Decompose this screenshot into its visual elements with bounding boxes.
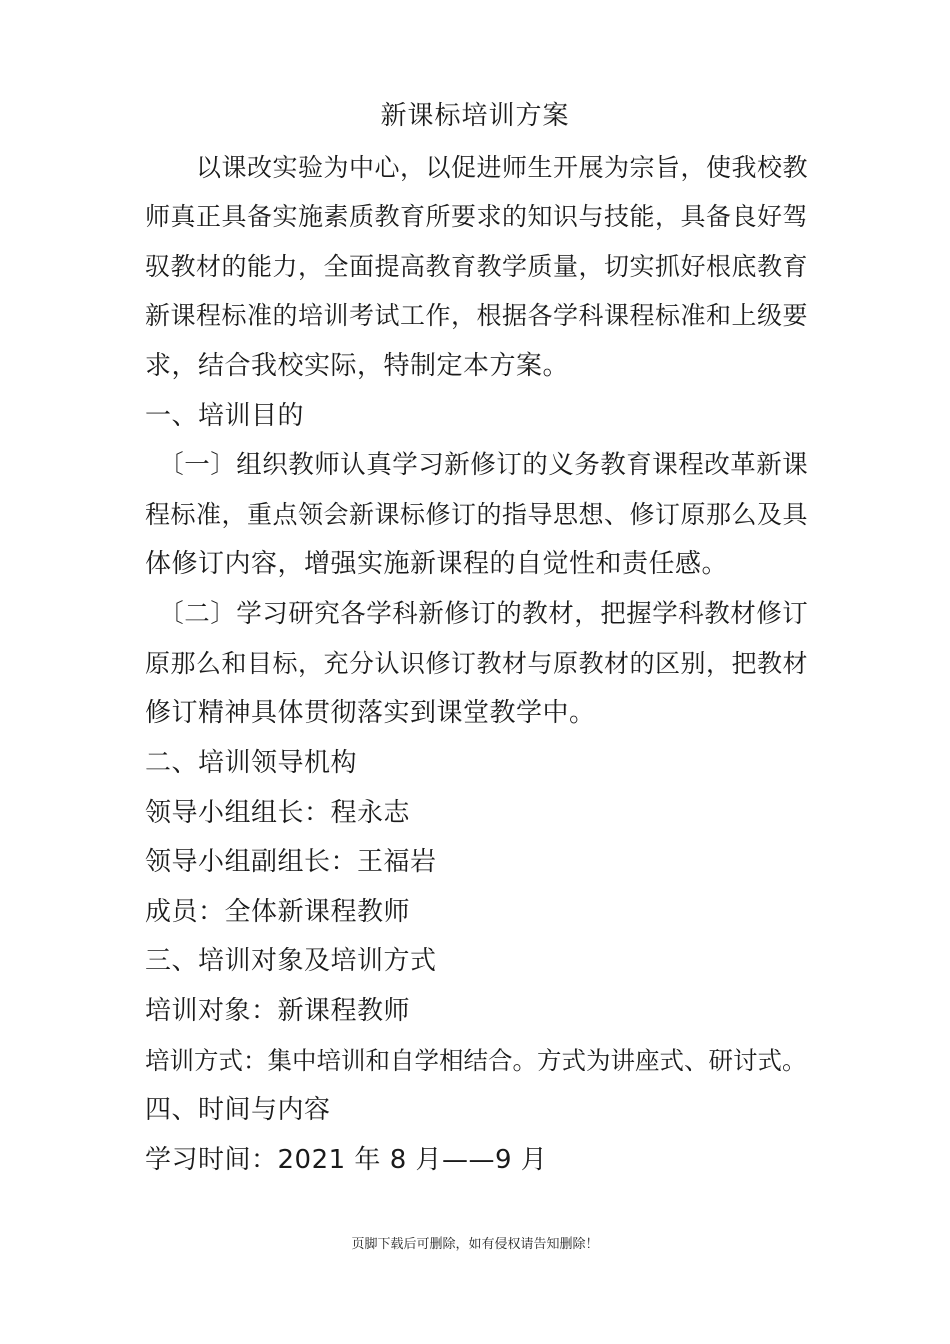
body-line: 体修订内容，增强实施新课程的自觉性和责任感。 (145, 549, 729, 579)
body-line: 师真正具备实施素质教育所要求的知识与技能，具备良好驾 (145, 202, 809, 231)
section-heading: 四、时间与内容 (145, 1095, 331, 1125)
body-line: 程标准，重点领会新课标修订的指导思想、修订原那么及具 (145, 500, 809, 529)
section-heading: 三、培训对象及培训方式 (145, 946, 437, 976)
body-line: 原那么和目标，充分认识修订教材与原教材的区别，把教材 (145, 649, 809, 678)
document-title: 新课标培训方案 (380, 101, 570, 131)
body-line: 培训方式：集中培训和自学相结合。方式为讲座式、研讨式。 (145, 1046, 807, 1075)
body-line: 驭教材的能力，全面提高教育教学质量，切实抓好根底教育 (145, 252, 809, 281)
body-line: 以课改实验为中心，以促进师生开展为宗旨，使我校教 (145, 153, 809, 182)
page-footer: 页脚下载后可删除，如有侵权请告知删除！ (351, 1237, 599, 1252)
body-line: 〔二〕学习研究各学科新修订的教材，把握学科教材修订 (145, 599, 809, 629)
body-line: 培训对象：新课程教师 (145, 996, 411, 1026)
body-line: 〔一〕组织教师认真学习新修订的义务教育课程改革新课 (145, 450, 809, 480)
section-heading: 一、培训目的 (145, 401, 305, 431)
body-line: 修订精神具体贯彻落实到课堂教学中。 (145, 698, 596, 728)
body-line: 成员：全体新课程教师 (145, 897, 411, 927)
body-line: 求，结合我校实际，特制定本方案。 (145, 351, 570, 381)
section-heading: 二、培训领导机构 (145, 748, 358, 778)
body-line: 新课程标准的培训考试工作，根据各学科课程标准和上级要 (145, 301, 809, 330)
body-line: 领导小组副组长：王福岩 (145, 847, 437, 877)
body-line: 领导小组组长：程永志 (145, 798, 411, 828)
body-line: 学习时间：2021 年 8 月——9 月 (145, 1145, 548, 1175)
